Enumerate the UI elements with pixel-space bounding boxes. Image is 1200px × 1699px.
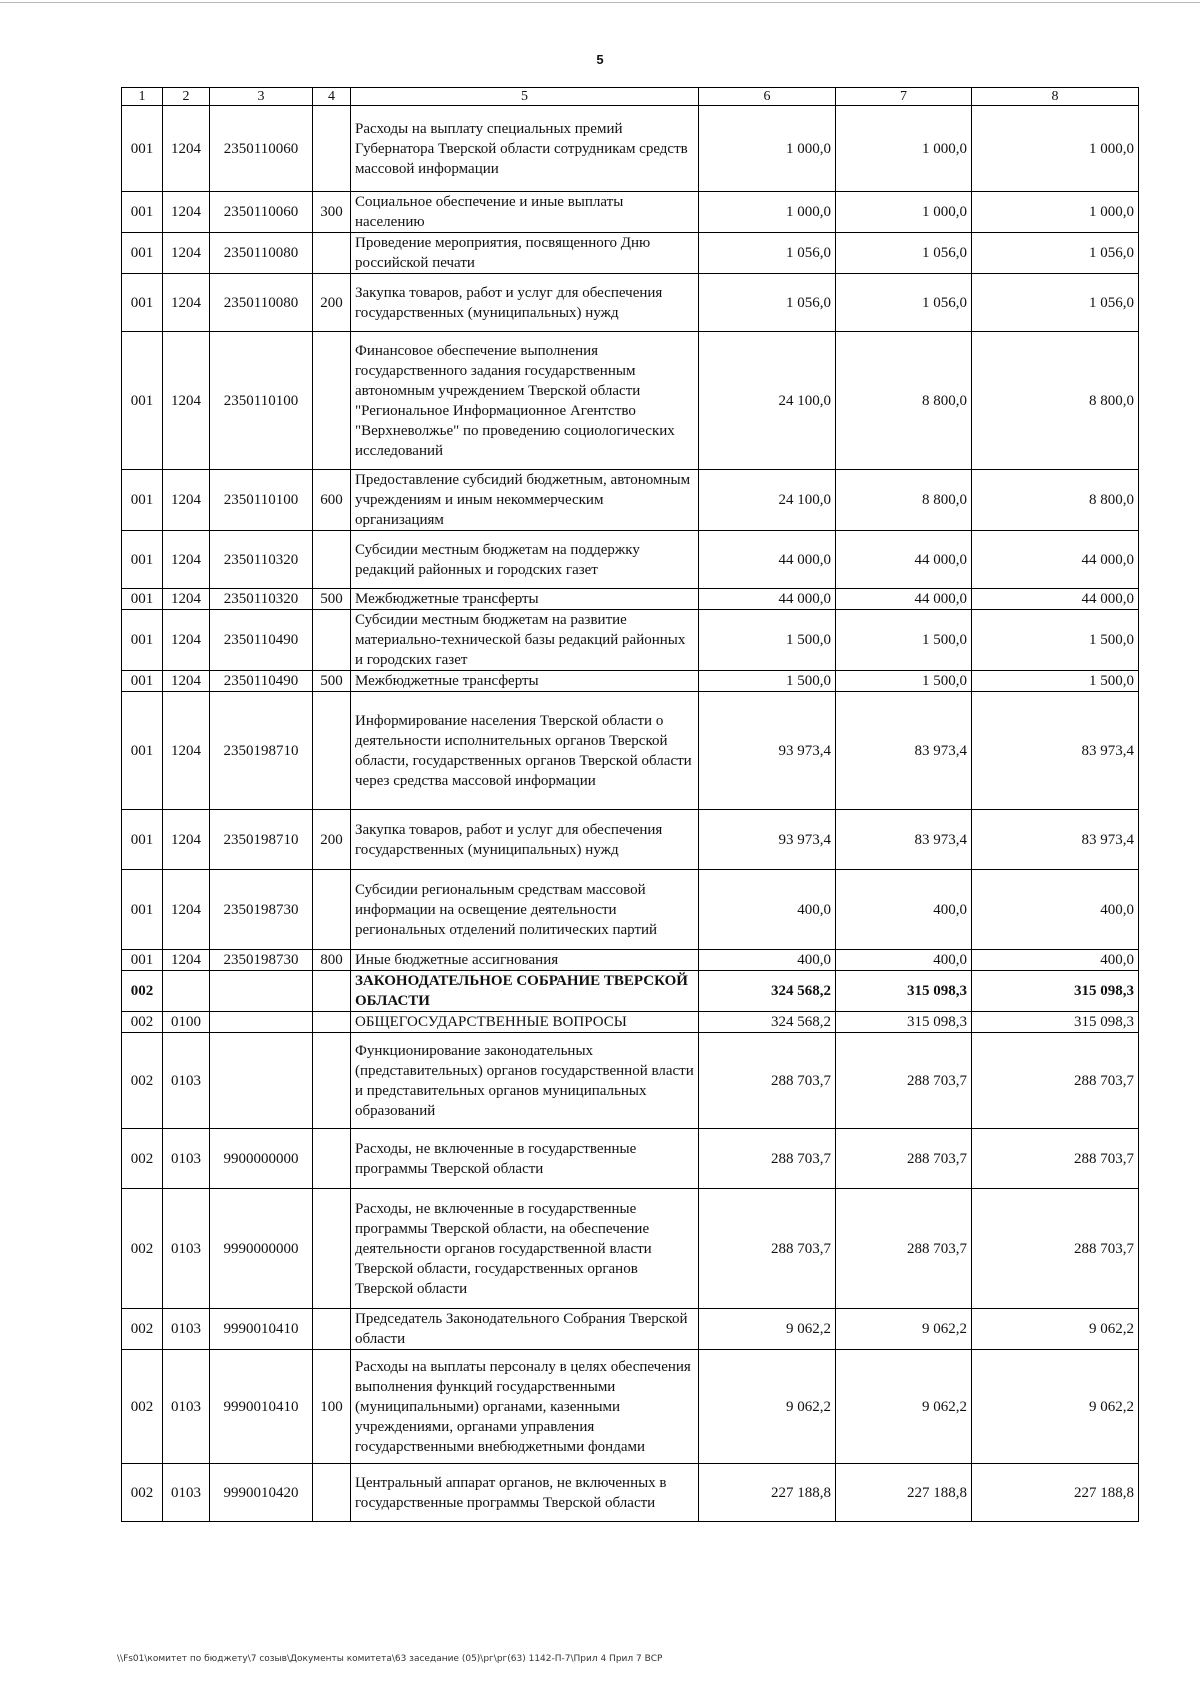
cell-chapter-code: 002 [122, 1033, 163, 1129]
cell-section-code: 1204 [163, 106, 210, 192]
cell-section-code [163, 971, 210, 1012]
table-row [122, 1129, 1139, 1189]
cell-amount-3: 400,0 [972, 870, 1139, 950]
cell-section-code: 1204 [163, 870, 210, 950]
cell-description: Закупка товаров, работ и услуг для обеспечения государственных (муниципальных) нужд [351, 274, 699, 332]
table-row [122, 1189, 1139, 1309]
cell-amount-1: 288 703,7 [699, 1129, 836, 1189]
cell-description: Расходы, не включенные в государственные программы Тверской области [351, 1129, 699, 1189]
cell-target-code: 2350110320 [210, 531, 313, 589]
cell-amount-3: 8 800,0 [972, 470, 1139, 531]
cell-amount-2: 1 500,0 [836, 671, 972, 692]
cell-target-code: 2350110060 [210, 106, 313, 192]
table-row [122, 332, 1139, 470]
cell-target-code: 2350198710 [210, 810, 313, 870]
cell-expense-type [313, 692, 351, 810]
cell-amount-3: 44 000,0 [972, 531, 1139, 589]
cell-section-code: 0103 [163, 1464, 210, 1522]
cell-amount-2: 1 000,0 [836, 192, 972, 233]
cell-description: Функционирование законодательных (представительных) органов государственной власти и представительных органов муниципальных образований [351, 1033, 699, 1129]
header-row [122, 88, 1139, 106]
cell-amount-3: 1 056,0 [972, 274, 1139, 332]
cell-amount-2: 400,0 [836, 870, 972, 950]
cell-amount-1: 1 056,0 [699, 274, 836, 332]
cell-chapter-code: 002 [122, 971, 163, 1012]
cell-amount-2: 1 500,0 [836, 610, 972, 671]
cell-amount-2: 288 703,7 [836, 1189, 972, 1309]
cell-section-code: 0100 [163, 1012, 210, 1033]
footer-file-path: \\Fs01\комитет по бюджету\7 созыв\Документы комитета\63 заседание (05)\рг\рг(63) 1142-П-7\Прил 4 Прил 7 ВСР [117, 1654, 663, 1664]
cell-amount-1: 1 056,0 [699, 233, 836, 274]
col-header-2: 2 [163, 88, 210, 106]
cell-expense-type [313, 1309, 351, 1350]
cell-section-code: 1204 [163, 671, 210, 692]
cell-amount-3: 1 500,0 [972, 610, 1139, 671]
col-header-7: 7 [836, 88, 972, 106]
cell-description: Председатель Законодательного Собрания Тверской области [351, 1309, 699, 1350]
cell-section-code: 1204 [163, 589, 210, 610]
cell-amount-2: 83 973,4 [836, 810, 972, 870]
cell-expense-type [313, 1464, 351, 1522]
cell-expense-type [313, 1189, 351, 1309]
cell-section-code: 0103 [163, 1350, 210, 1464]
cell-expense-type: 800 [313, 950, 351, 971]
cell-description: Расходы, не включенные в государственные программы Тверской области, на обеспечение деятельности органов государственной власти Тверской области, государственных органов Тверской области [351, 1189, 699, 1309]
table-row [122, 810, 1139, 870]
cell-description: Межбюджетные трансферты [351, 589, 699, 610]
cell-section-code: 1204 [163, 192, 210, 233]
cell-target-code: 9990010410 [210, 1309, 313, 1350]
cell-target-code: 2350110080 [210, 274, 313, 332]
cell-description: Закупка товаров, работ и услуг для обеспечения государственных (муниципальных) нужд [351, 810, 699, 870]
cell-chapter-code: 001 [122, 671, 163, 692]
cell-description: Проведение мероприятия, посвященного Дню российской печати [351, 233, 699, 274]
cell-amount-1: 9 062,2 [699, 1350, 836, 1464]
cell-chapter-code: 001 [122, 531, 163, 589]
cell-amount-3: 44 000,0 [972, 589, 1139, 610]
cell-amount-3: 1 000,0 [972, 192, 1139, 233]
cell-amount-3: 315 098,3 [972, 971, 1139, 1012]
col-header-6: 6 [699, 88, 836, 106]
cell-amount-3: 83 973,4 [972, 692, 1139, 810]
col-header-8: 8 [972, 88, 1139, 106]
cell-expense-type: 500 [313, 671, 351, 692]
cell-target-code: 2350110490 [210, 671, 313, 692]
table-row [122, 950, 1139, 971]
cell-amount-2: 9 062,2 [836, 1350, 972, 1464]
cell-amount-3: 83 973,4 [972, 810, 1139, 870]
cell-target-code: 9990000000 [210, 1189, 313, 1309]
cell-chapter-code: 001 [122, 332, 163, 470]
cell-chapter-code: 001 [122, 192, 163, 233]
cell-amount-2: 44 000,0 [836, 531, 972, 589]
cell-expense-type: 100 [313, 1350, 351, 1464]
cell-target-code [210, 971, 313, 1012]
cell-amount-1: 44 000,0 [699, 589, 836, 610]
cell-chapter-code: 001 [122, 106, 163, 192]
cell-description: Информирование населения Тверской области о деятельности исполнительных органов Тверской области, государственных органов Тверской области через средства массовой информации [351, 692, 699, 810]
table-row [122, 870, 1139, 950]
cell-amount-1: 93 973,4 [699, 810, 836, 870]
cell-description: ОБЩЕГОСУДАРСТВЕННЫЕ ВОПРОСЫ [351, 1012, 699, 1033]
cell-amount-3: 1 500,0 [972, 671, 1139, 692]
cell-target-code: 2350110490 [210, 610, 313, 671]
table-row [122, 1033, 1139, 1129]
cell-chapter-code: 002 [122, 1464, 163, 1522]
cell-amount-3: 400,0 [972, 950, 1139, 971]
cell-amount-3: 288 703,7 [972, 1129, 1139, 1189]
table-row [122, 971, 1139, 1012]
cell-target-code: 2350110060 [210, 192, 313, 233]
cell-expense-type [313, 1033, 351, 1129]
cell-chapter-code: 002 [122, 1012, 163, 1033]
cell-expense-type [313, 531, 351, 589]
cell-description: Расходы на выплаты персоналу в целях обеспечения выполнения функций государственными (муниципальными) органами, казенными учреждениями, органами управления государственными внебюджетными фондами [351, 1350, 699, 1464]
cell-section-code: 1204 [163, 233, 210, 274]
cell-expense-type: 600 [313, 470, 351, 531]
cell-description: Субсидии региональным средствам массовой информации на освещение деятельности региональных отделений политических партий [351, 870, 699, 950]
cell-amount-1: 400,0 [699, 950, 836, 971]
cell-expense-type [313, 1129, 351, 1189]
cell-chapter-code: 001 [122, 274, 163, 332]
table-row [122, 1350, 1139, 1464]
cell-amount-1: 288 703,7 [699, 1033, 836, 1129]
top-edge-line [0, 2, 1200, 3]
cell-chapter-code: 001 [122, 810, 163, 870]
cell-expense-type [313, 971, 351, 1012]
cell-amount-3: 315 098,3 [972, 1012, 1139, 1033]
table-row [122, 589, 1139, 610]
cell-chapter-code: 001 [122, 233, 163, 274]
cell-expense-type: 300 [313, 192, 351, 233]
cell-amount-2: 1 056,0 [836, 274, 972, 332]
cell-section-code: 1204 [163, 274, 210, 332]
col-header-5: 5 [351, 88, 699, 106]
cell-amount-2: 288 703,7 [836, 1129, 972, 1189]
cell-description: Центральный аппарат органов, не включенных в государственные программы Тверской области [351, 1464, 699, 1522]
table-row [122, 1309, 1139, 1350]
cell-description: Субсидии местным бюджетам на поддержку редакций районных и городских газет [351, 531, 699, 589]
cell-amount-1: 44 000,0 [699, 531, 836, 589]
cell-target-code: 2350198710 [210, 692, 313, 810]
cell-chapter-code: 002 [122, 1350, 163, 1464]
table-row [122, 233, 1139, 274]
cell-section-code: 1204 [163, 950, 210, 971]
cell-description: Субсидии местным бюджетам на развитие материально-технической базы редакций районных и городских газет [351, 610, 699, 671]
cell-description: Социальное обеспечение и иные выплаты населению [351, 192, 699, 233]
table-row [122, 192, 1139, 233]
cell-expense-type: 200 [313, 810, 351, 870]
cell-target-code: 2350198730 [210, 870, 313, 950]
cell-chapter-code: 001 [122, 692, 163, 810]
cell-amount-2: 227 188,8 [836, 1464, 972, 1522]
cell-amount-1: 9 062,2 [699, 1309, 836, 1350]
cell-amount-2: 1 000,0 [836, 106, 972, 192]
cell-section-code: 1204 [163, 531, 210, 589]
cell-section-code: 1204 [163, 470, 210, 531]
cell-amount-1: 1 000,0 [699, 106, 836, 192]
cell-chapter-code: 002 [122, 1189, 163, 1309]
cell-section-code: 0103 [163, 1309, 210, 1350]
cell-amount-2: 315 098,3 [836, 971, 972, 1012]
cell-expense-type: 200 [313, 274, 351, 332]
cell-amount-1: 1 500,0 [699, 671, 836, 692]
cell-target-code [210, 1033, 313, 1129]
cell-amount-3: 9 062,2 [972, 1350, 1139, 1464]
cell-amount-2: 315 098,3 [836, 1012, 972, 1033]
cell-target-code: 9900000000 [210, 1129, 313, 1189]
cell-expense-type [313, 610, 351, 671]
cell-target-code: 9990010410 [210, 1350, 313, 1464]
cell-amount-2: 83 973,4 [836, 692, 972, 810]
cell-target-code: 2350110080 [210, 233, 313, 274]
cell-amount-3: 227 188,8 [972, 1464, 1139, 1522]
cell-amount-2: 9 062,2 [836, 1309, 972, 1350]
cell-amount-3: 9 062,2 [972, 1309, 1139, 1350]
table-row [122, 692, 1139, 810]
table-row [122, 1464, 1139, 1522]
cell-amount-3: 8 800,0 [972, 332, 1139, 470]
cell-expense-type [313, 106, 351, 192]
cell-amount-1: 24 100,0 [699, 470, 836, 531]
cell-amount-3: 1 056,0 [972, 233, 1139, 274]
cell-amount-3: 288 703,7 [972, 1033, 1139, 1129]
cell-expense-type [313, 870, 351, 950]
table-row [122, 610, 1139, 671]
cell-amount-1: 324 568,2 [699, 1012, 836, 1033]
cell-description: Расходы на выплату специальных премий Губернатора Тверской области сотрудникам средств массовой информации [351, 106, 699, 192]
cell-amount-2: 8 800,0 [836, 470, 972, 531]
cell-chapter-code: 002 [122, 1129, 163, 1189]
cell-target-code: 2350198730 [210, 950, 313, 971]
table-row [122, 671, 1139, 692]
cell-amount-2: 288 703,7 [836, 1033, 972, 1129]
page-number: 5 [596, 52, 604, 67]
cell-description: Финансовое обеспечение выполнения государственного задания государственным автономным учреждением Тверской области "Региональное Информационное Агентство "Верхневолжье" по проведению социологических исследований [351, 332, 699, 470]
cell-section-code: 1204 [163, 810, 210, 870]
cell-amount-1: 24 100,0 [699, 332, 836, 470]
col-header-3: 3 [210, 88, 313, 106]
table-row [122, 274, 1139, 332]
cell-amount-1: 1 000,0 [699, 192, 836, 233]
cell-description: ЗАКОНОДАТЕЛЬНОЕ СОБРАНИЕ ТВЕРСКОЙ ОБЛАСТИ [351, 971, 699, 1012]
cell-chapter-code: 001 [122, 950, 163, 971]
cell-chapter-code: 001 [122, 870, 163, 950]
cell-target-code: 2350110100 [210, 470, 313, 531]
cell-chapter-code: 001 [122, 470, 163, 531]
cell-description: Иные бюджетные ассигнования [351, 950, 699, 971]
cell-amount-1: 400,0 [699, 870, 836, 950]
cell-target-code: 2350110320 [210, 589, 313, 610]
cell-chapter-code: 001 [122, 610, 163, 671]
col-header-4: 4 [313, 88, 351, 106]
cell-section-code: 0103 [163, 1189, 210, 1309]
cell-amount-2: 44 000,0 [836, 589, 972, 610]
cell-amount-1: 324 568,2 [699, 971, 836, 1012]
cell-description: Межбюджетные трансферты [351, 671, 699, 692]
cell-section-code: 1204 [163, 332, 210, 470]
cell-chapter-code: 001 [122, 589, 163, 610]
cell-amount-1: 227 188,8 [699, 1464, 836, 1522]
cell-amount-2: 1 056,0 [836, 233, 972, 274]
cell-amount-3: 1 000,0 [972, 106, 1139, 192]
budget-table [121, 87, 1139, 1522]
table-row [122, 531, 1139, 589]
cell-expense-type [313, 1012, 351, 1033]
cell-amount-1: 1 500,0 [699, 610, 836, 671]
cell-chapter-code: 002 [122, 1309, 163, 1350]
cell-amount-2: 400,0 [836, 950, 972, 971]
cell-target-code: 2350110100 [210, 332, 313, 470]
cell-section-code: 1204 [163, 692, 210, 810]
cell-section-code: 0103 [163, 1129, 210, 1189]
table-row [122, 106, 1139, 192]
cell-amount-3: 288 703,7 [972, 1189, 1139, 1309]
table-row [122, 1012, 1139, 1033]
cell-expense-type [313, 233, 351, 274]
cell-amount-2: 8 800,0 [836, 332, 972, 470]
cell-section-code: 1204 [163, 610, 210, 671]
cell-target-code [210, 1012, 313, 1033]
cell-amount-1: 93 973,4 [699, 692, 836, 810]
cell-amount-1: 288 703,7 [699, 1189, 836, 1309]
cell-description: Предоставление субсидий бюджетным, автономным учреждениям и иным некоммерческим организациям [351, 470, 699, 531]
cell-expense-type [313, 332, 351, 470]
cell-target-code: 9990010420 [210, 1464, 313, 1522]
col-header-1: 1 [122, 88, 163, 106]
table-row [122, 470, 1139, 531]
cell-expense-type: 500 [313, 589, 351, 610]
cell-section-code: 0103 [163, 1033, 210, 1129]
